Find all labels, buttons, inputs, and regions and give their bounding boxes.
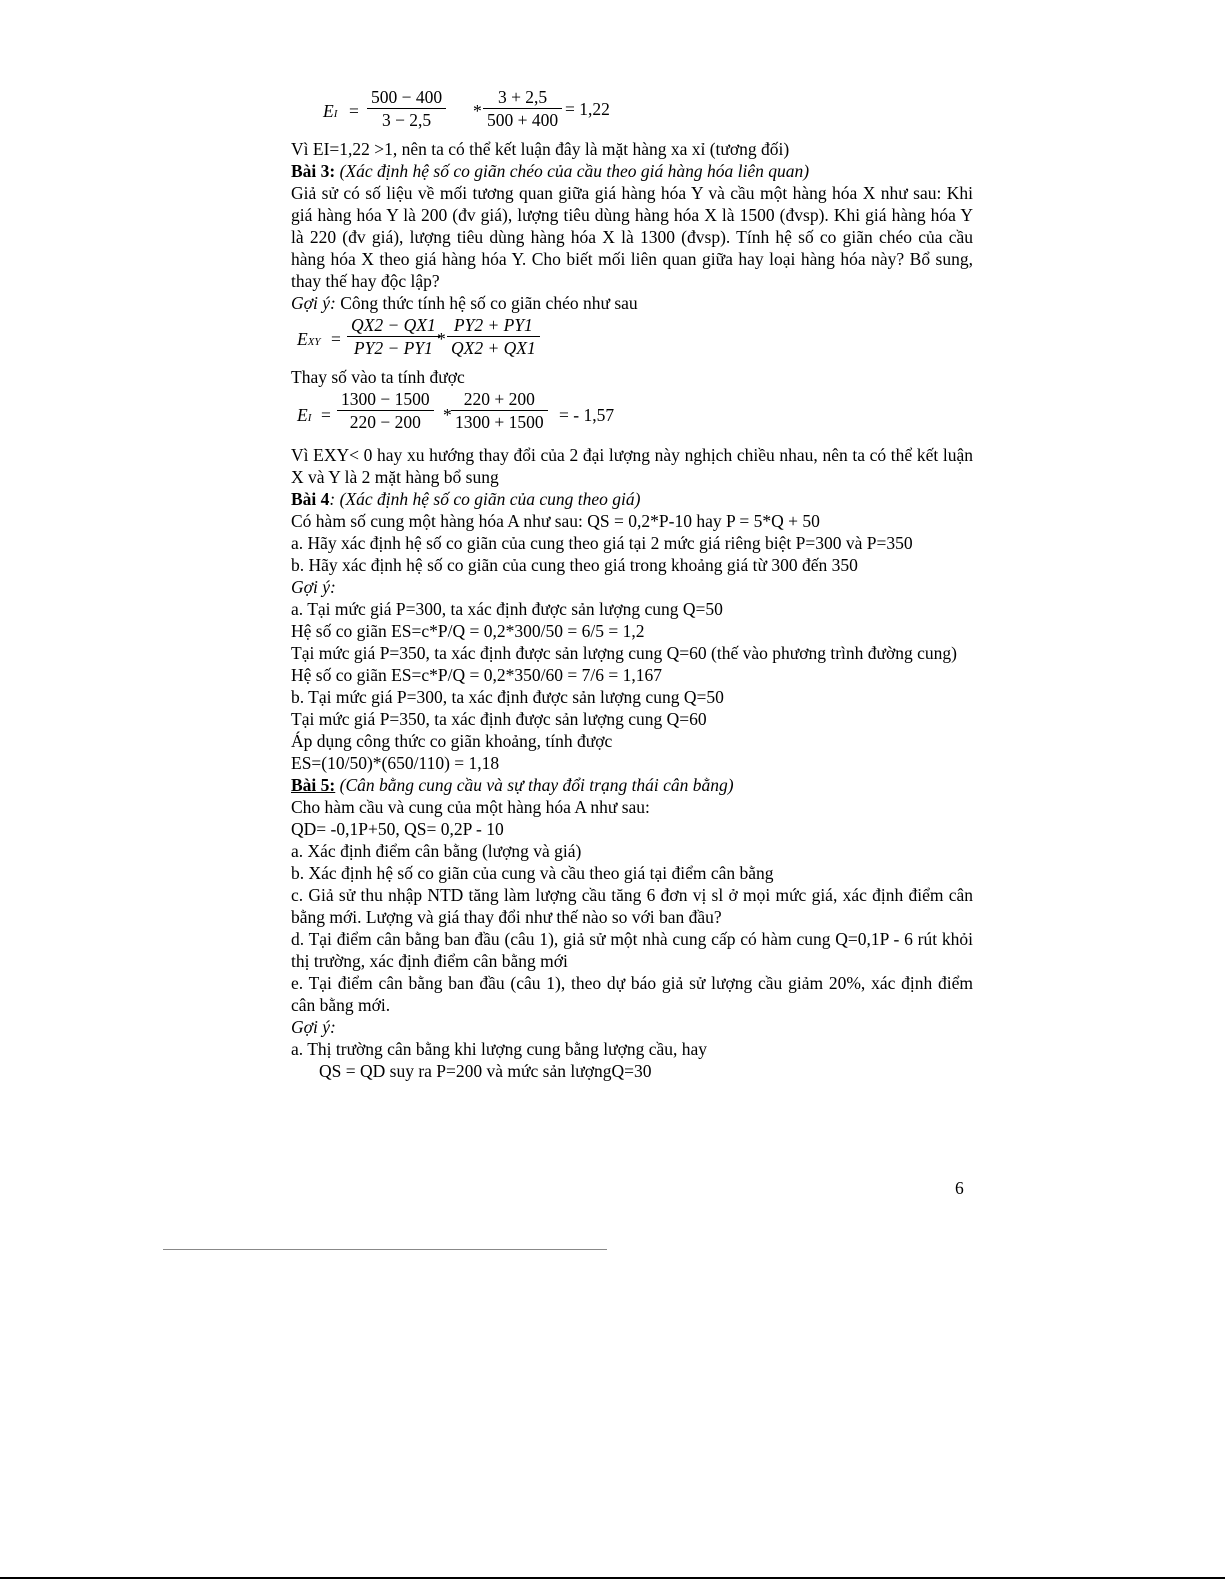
- exercise-5-line: e. Tại điểm cân bằng ban đầu (câu 1), theo dự báo giả sử lượng cầu giảm 20%, xác định điểm cân bằng mới.: [291, 973, 973, 1015]
- formula-cross-elasticity: EXY = $\frac{QX2 - QX1}{PY2 - PY1}$ * $\frac{PY2 + PY1}{QX2 + QX1}$: [297, 314, 973, 366]
- formula2-fraction-1: $\frac{QX2 - QX1}{PY2 - PY1}$: [347, 314, 440, 359]
- exercise-4-hint-label: Gợi ý:: [291, 577, 336, 597]
- exercise-5-hint-label: Gợi ý:: [291, 1017, 336, 1037]
- document-page: [291, 86, 973, 1082]
- exercise-4-line: Áp dụng công thức co giãn khoảng, tính được: [291, 731, 613, 751]
- formula3-result: = - 1,57: [559, 405, 615, 425]
- exercise-4-line: Hệ số co giãn ES=c*P/Q = 0,2*350/60 = 7/6 = 1,167: [291, 665, 662, 685]
- page-divider: [163, 1249, 607, 1250]
- bottom-border: [0, 1577, 1225, 1579]
- exercise-5-line: a. Xác định điểm cân bằng (lượng và giá): [291, 841, 582, 861]
- exercise-4-line: Có hàm số cung một hàng hóa A như sau: QS = 0,2*P-10 hay P = 5*Q + 50: [291, 511, 820, 531]
- exercise-4-line: a. Hãy xác định hệ số co giãn của cung theo giá tại 2 mức giá riêng biệt P=300 và P=350: [291, 533, 913, 553]
- formula1-lhs: EI: [323, 101, 338, 121]
- formula1-fraction-1: $\frac{500 - 400}{3 - 2,5}$: [367, 86, 446, 131]
- exercise-5-line: a. Thị trường cân bằng khi lượng cung bằng lượng cầu, hay: [291, 1039, 708, 1059]
- exercise-4-line: ES=(10/50)*(650/110) = 1,18: [291, 753, 500, 773]
- exercise-5-line: QD= -0,1P+50, QS= 0,2P - 10: [291, 819, 504, 839]
- exercise-4-line: b. Tại mức giá P=300, ta xác định được sản lượng cung Q=50: [291, 687, 724, 707]
- formula1-result: = 1,22: [565, 99, 610, 119]
- exercise-3-heading: Bài 3: (Xác định hệ số co giãn chéo của cầu theo giá hàng hóa liên quan): [291, 161, 810, 181]
- exercise-5-line: b. Xác định hệ số co giãn của cung và cầu theo giá tại điểm cân bằng: [291, 863, 774, 883]
- exercise-5-line: c. Giả sử thu nhập NTD tăng làm lượng cầu tăng 6 đơn vị sl ở mọi mức giá, xác định điểm cân bằng mới. Lượng và giá thay đổi như thế nào so với ban đầu?: [291, 885, 973, 927]
- conclusion-luxury: Vì EI=1,22 >1, nên ta có thể kết luận đây là mặt hàng xa xỉ (tương đối): [291, 139, 790, 159]
- exercise-4-line: b. Hãy xác định hệ số co giãn của cung theo giá trong khoảng giá từ 300 đến 350: [291, 555, 858, 575]
- substitute-line: Thay số vào ta tính được: [291, 367, 465, 387]
- exercise-5-heading: Bài 5: (Cân bằng cung cầu và sự thay đổi trạng thái cân bằng): [291, 775, 734, 795]
- page-number: 6: [955, 1178, 964, 1198]
- formula-income-elasticity: EI = $\frac{500 - 400}{3 - 2,5}$ * $\frac{3 + 2,5}{500 + 400}$ = 1,22: [323, 87, 610, 130]
- exercise-3-hint: Gợi ý: Công thức tính hệ số co giãn chéo như sau: [291, 293, 638, 313]
- exercise-5-line: Cho hàm cầu và cung của một hàng hóa A như sau:: [291, 797, 650, 817]
- exercise-4-line: a. Tại mức giá P=300, ta xác định được sản lượng cung Q=50: [291, 599, 723, 619]
- exercise-4-line: Tại mức giá P=350, ta xác định được sản lượng cung Q=60 (thế vào phương trình đường cung): [291, 643, 957, 663]
- exercise-4-line: Tại mức giá P=350, ta xác định được sản lượng cung Q=60: [291, 709, 707, 729]
- exercise-4-heading: Bài 4: (Xác định hệ số co giãn của cung theo giá): [291, 489, 641, 509]
- formula-cross-elasticity-values: EI = $\frac{1300 - 1500}{220 - 200}$ * $\frac{220 + 200}{1300 + 1500}$ = - 1,57: [297, 389, 615, 432]
- exercise-5-line: d. Tại điểm cân bằng ban đầu (câu 1), giả sử một nhà cung cấp có hàm cung Q=0,1P - 6 rút khỏi thị trường, xác định điểm cân bằng mới: [291, 929, 973, 971]
- formula2-fraction-2: $\frac{PY2 + PY1}{QX2 + QX1}$: [447, 314, 540, 359]
- conclusion-complement: Vì EXY< 0 hay xu hướng thay đổi của 2 đại lượng này nghịch chiều nhau, nên ta có thể kết luận X và Y là 2 mặt hàng bổ sung: [291, 445, 973, 487]
- formula3-fraction-2: $\frac{220 + 200}{1300 + 1500}$: [451, 388, 548, 433]
- exercise-5-line: QS = QD suy ra P=200 và mức sản lượngQ=30: [319, 1061, 652, 1081]
- exercise-4-line: Hệ số co giãn ES=c*P/Q = 0,2*300/50 = 6/5 = 1,2: [291, 621, 645, 641]
- formula1-operator: *: [473, 101, 482, 121]
- formula1-fraction-2: $\frac{3 + 2,5}{500 + 400}$: [483, 86, 562, 131]
- exercise-3-text: Giả sử có số liệu về mối tương quan giữa giá hàng hóa Y và cầu một hàng hóa X như sau: Khi giá hàng hóa Y là 200 (đv giá), lượng tiêu dùng hàng hóa X là 1500 (đvsp). Khi giá hàng hóa Y là 220 (đv giá), lượng tiêu dùng hàng hóa X là 1300 (đvsp). Tính hệ số co giãn chéo của cầu hàng hóa X theo giá hàng hóa Y. Cho biết mối liên quan giữa hay loại hàng hóa này? Bổ sung, thay thế hay độc lập?: [291, 183, 973, 291]
- formula3-fraction-1: $\frac{1300 - 1500}{220 - 200}$: [337, 388, 434, 433]
